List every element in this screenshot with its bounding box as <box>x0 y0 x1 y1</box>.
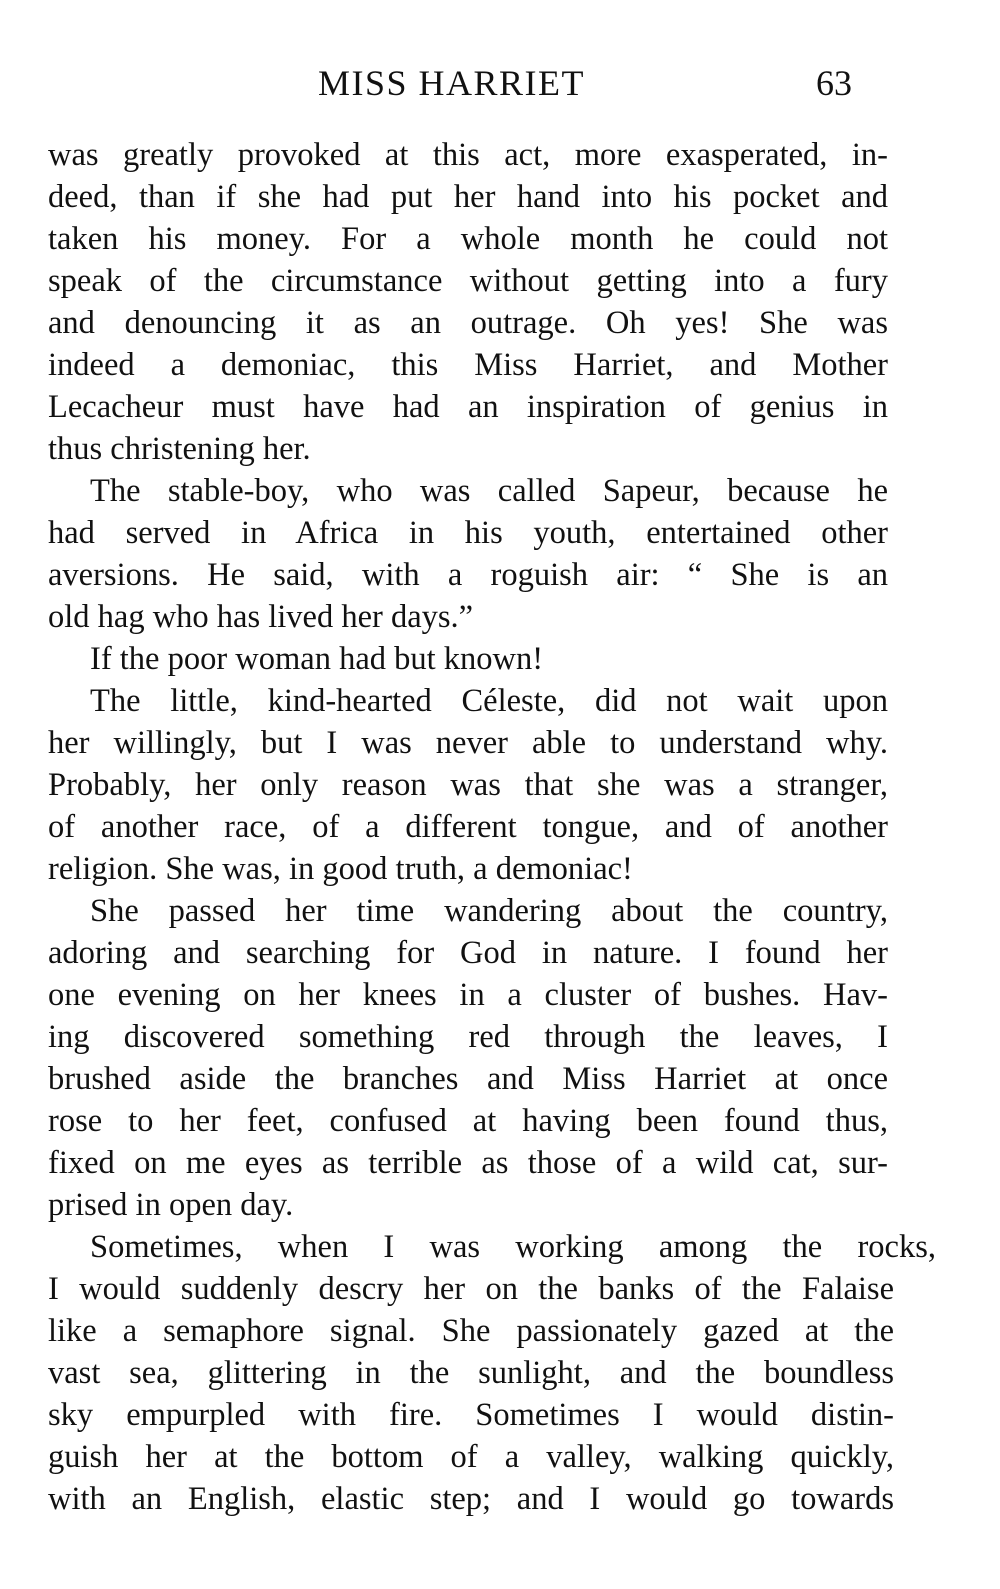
text-line: I would suddenly descry her on the banks of the Falaise <box>48 1271 894 1307</box>
page-number: 63 <box>816 63 852 103</box>
text-line: one evening on her knees in a cluster of bushes. Hav- <box>48 977 888 1013</box>
text-line: and denouncing it as an outrage. Oh yes! She was <box>48 305 888 341</box>
text-line: was greatly provoked at this act, more exasperated, in- <box>48 137 888 173</box>
text-line: thus christening her. <box>48 431 311 467</box>
text-line: sky empurpled with fire. Sometimes I would distin- <box>48 1397 894 1433</box>
text-line: with an English, elastic step; and I would go towards <box>48 1481 894 1517</box>
text-line: indeed a demoniac, this Miss Harriet, and Mother <box>48 347 888 383</box>
text-line: religion. She was, in good truth, a demoniac! <box>48 851 633 887</box>
text-line: The little, kind-hearted Céleste, did not wait upon <box>90 683 888 719</box>
text-line: adoring and searching for God in nature. I found her <box>48 935 888 971</box>
text-line: The stable-boy, who was called Sapeur, because he <box>90 473 888 509</box>
text-line: vast sea, glittering in the sunlight, and the boundless <box>48 1355 894 1391</box>
text-line: like a semaphore signal. She passionately gazed at the <box>48 1313 894 1349</box>
text-line: Probably, her only reason was that she was a stranger, <box>48 767 888 803</box>
text-line: fixed on me eyes as terrible as those of a wild cat, sur- <box>48 1145 888 1181</box>
paragraph <box>48 134 888 470</box>
text-line: guish her at the bottom of a valley, walking quickly, <box>48 1439 894 1475</box>
paragraph <box>48 638 888 680</box>
text-line: taken his money. For a whole month he could not <box>48 221 888 257</box>
text-line: had served in Africa in his youth, entertained other <box>48 515 888 551</box>
running-header <box>0 58 1000 108</box>
text-line: old hag who has lived her days.” <box>48 599 474 635</box>
text-line: brushed aside the branches and Miss Harriet at once <box>48 1061 888 1097</box>
text-line: Sometimes, when I was working among the rocks, <box>90 1229 936 1265</box>
paragraph <box>48 1226 936 1520</box>
paragraph <box>48 890 888 1226</box>
text-line: of another race, of a different tongue, and of another <box>48 809 888 845</box>
body-text <box>48 134 936 1520</box>
text-line: prised in open day. <box>48 1187 294 1223</box>
text-line: her willingly, but I was never able to understand why. <box>48 725 888 761</box>
text-line: speak of the circumstance without getting into a fury <box>48 263 888 299</box>
text-line: If the poor woman had but known! <box>90 641 544 677</box>
text-line: rose to her feet, confused at having been found thus, <box>48 1103 888 1139</box>
paragraph <box>48 680 888 890</box>
text-line: deed, than if she had put her hand into his pocket and <box>48 179 888 215</box>
text-line: aversions. He said, with a roguish air: “ She is an <box>48 557 888 593</box>
text-line: ing discovered something red through the leaves, I <box>48 1019 888 1055</box>
text-line: She passed her time wandering about the country, <box>90 893 888 929</box>
running-title: MISS HARRIET <box>318 63 586 103</box>
text-line: Lecacheur must have had an inspiration of genius in <box>48 389 888 425</box>
paragraph <box>48 470 888 638</box>
